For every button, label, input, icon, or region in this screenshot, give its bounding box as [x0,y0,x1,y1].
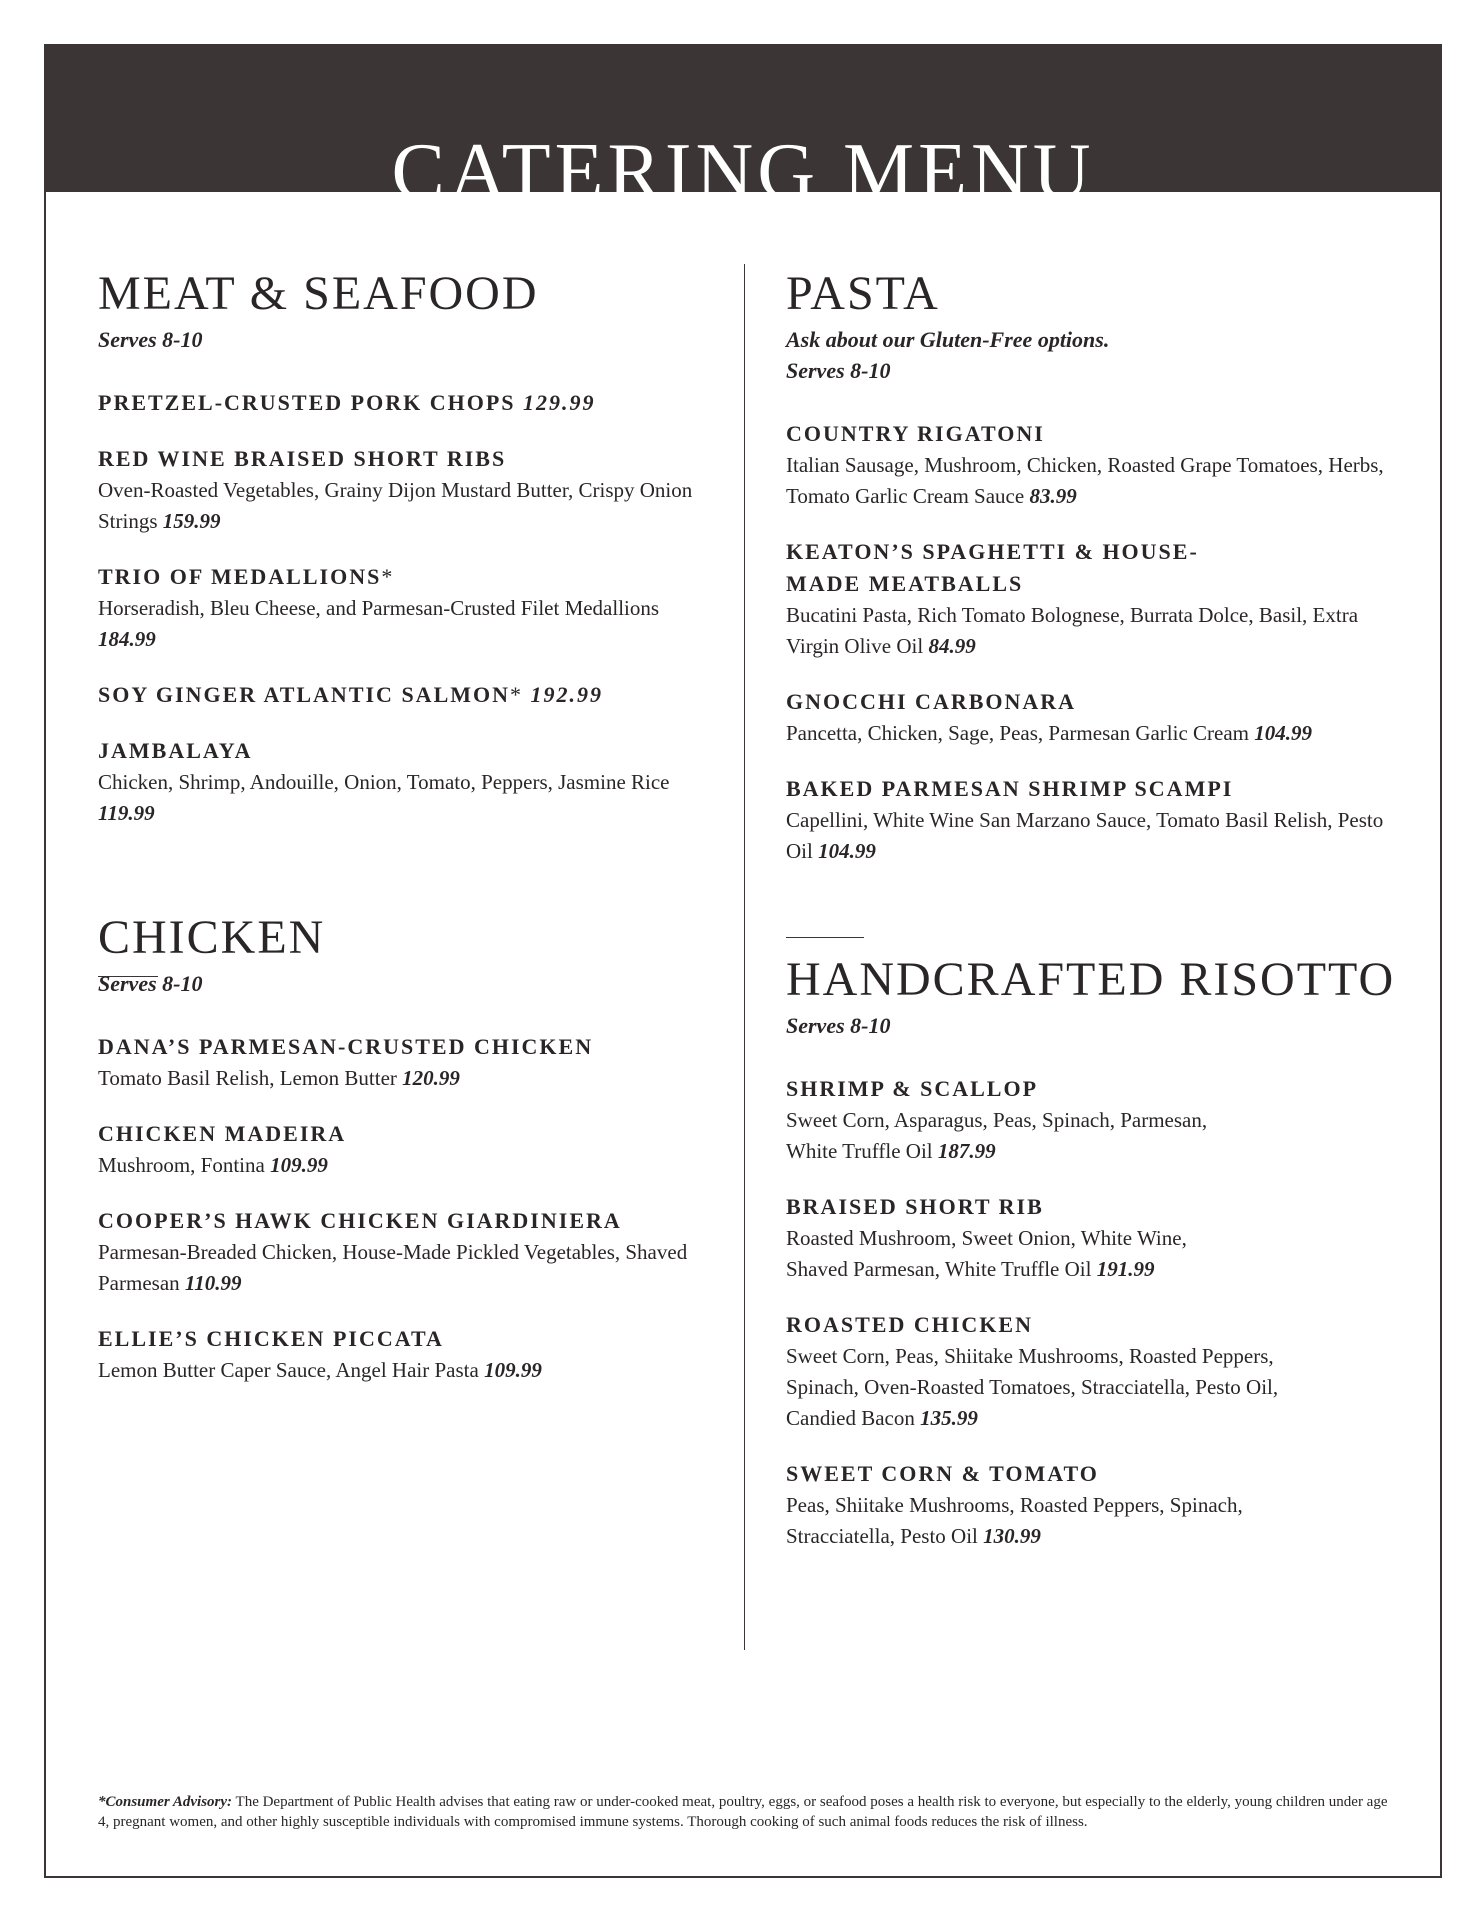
menu-item [98,735,718,829]
item-description: Sweet Corn, Peas, Shiitake Mushrooms, Roasted Peppers, Spinach, Oven-Roasted Tomatoes, Stracciatella, Pesto Oil, Candied Bacon [786,1344,1279,1430]
section-chicken [98,911,718,1386]
menu-item [786,536,1406,662]
item-price: 119.99 [98,801,155,825]
section-title: PASTA [786,267,940,320]
item-name: DANA’S PARMESAN-CRUSTED CHICKEN [98,1034,594,1059]
item-price: 191.99 [1096,1257,1155,1281]
page-title: CATERING MENU [391,127,1095,216]
item-price: 187.99 [937,1139,996,1163]
menu-item [98,443,718,537]
gluten-free-note: Ask about our Gluten-Free options. [786,327,1110,352]
item-name: BRAISED SHORT RIB [786,1194,1044,1219]
item-name: SWEET CORN & TOMATO [786,1461,1099,1486]
menu-item [98,679,718,711]
item-price: 109.99 [484,1358,542,1382]
item-description: Peas, Shiitake Mushrooms, Roasted Peppers, Spinach, Stracciatella, Pesto Oil [786,1493,1243,1548]
advisory-text: The Department of Public Health advises that eating raw or under-cooked meat, poultry, eggs, or seafood poses a health risk to everyone, but especially to the elderly, young children under age 4, pregnant women, and other highly susceptible individuals with compromised immune systems. Thorough cooking of such animal foods reduces the risk of illness. [98,1794,1388,1830]
menu-item [786,1458,1406,1552]
item-name: JAMBALAYA [98,738,253,763]
menu-item [98,561,718,655]
item-name: TRIO OF MEDALLIONS [98,564,382,589]
item-description: Parmesan-Breaded Chicken, House-Made Pickled Vegetables, Shaved Parmesan [98,1240,688,1295]
item-name: CHICKEN MADEIRA [98,1121,347,1146]
item-price: 104.99 [1254,721,1313,745]
header-banner [44,44,1442,216]
section-pasta [786,267,1406,867]
section-risotto [786,953,1406,1552]
serves-note: Serves 8-10 [786,1013,891,1038]
item-name: SOY GINGER ATLANTIC SALMON [98,682,511,707]
menu-item [786,1309,1406,1434]
item-price: 159.99 [162,509,221,533]
advisory-asterisk: * [510,682,524,707]
item-price: 129.99 [523,390,596,415]
item-name: ROASTED CHICKEN [786,1312,1033,1337]
item-description: Bucatini Pasta, Rich Tomato Bolognese, Burrata Dolce, Basil, Extra Virgin Olive Oil [786,603,1359,658]
menu-item [786,1073,1406,1167]
item-price: 84.99 [928,634,976,658]
section-rule [786,937,864,938]
menu-item [786,773,1406,867]
item-description: Oven-Roasted Vegetables, Grainy Dijon Mustard Butter, Crispy Onion Strings [98,478,693,533]
item-description: Italian Sausage, Mushroom, Chicken, Roasted Grape Tomatoes, Herbs, Tomato Garlic Cream Sauce [786,453,1384,508]
item-name: BAKED PARMESAN SHRIMP SCAMPI [786,776,1234,801]
menu-item [98,1205,718,1299]
item-price: 110.99 [184,1271,242,1295]
item-price: 135.99 [920,1406,978,1430]
menu-item [98,387,718,419]
consumer-advisory [98,1792,1398,1832]
section-title: MEAT & SEAFOOD [98,267,539,320]
item-description: Sweet Corn, Asparagus, Peas, Spinach, Parmesan, White Truffle Oil [786,1108,1208,1163]
item-description: Lemon Butter Caper Sauce, Angel Hair Pasta [98,1358,479,1382]
menu-item [786,686,1406,749]
menu-item [98,1323,718,1386]
section-meat-seafood [98,267,718,829]
item-price: 184.99 [98,627,156,651]
item-description: Roasted Mushroom, Sweet Onion, White Wine, Shaved Parmesan, White Truffle Oil [786,1226,1187,1281]
advisory-asterisk: * [381,564,395,589]
section-title: CHICKEN [98,911,326,964]
item-name: COUNTRY RIGATONI [786,421,1045,446]
item-name: COOPER’S HAWK CHICKEN GIARDINIERA [98,1208,622,1233]
item-description: Chicken, Shrimp, Andouille, Onion, Tomato, Peppers, Jasmine Rice [98,770,670,794]
serves-note: Serves 8-10 [98,971,203,996]
item-description: Capellini, White Wine San Marzano Sauce, Tomato Basil Relish, Pesto Oil [786,808,1384,863]
serves-note: Serves 8-10 [786,358,891,383]
menu-item [786,1191,1406,1285]
item-price: 120.99 [402,1066,460,1090]
menu-item [98,1031,718,1094]
item-name: KEATON’S SPAGHETTI & HOUSE-MADE MEATBALLS [786,539,1199,596]
column-divider [744,264,745,1650]
menu-item [786,418,1406,512]
serves-note: Serves 8-10 [98,327,203,352]
advisory-label: *Consumer Advisory: [98,1794,233,1810]
item-name: GNOCCHI CARBONARA [786,689,1077,714]
item-description: Mushroom, Fontina [98,1153,265,1177]
item-description: Horseradish, Bleu Cheese, and Parmesan-Crusted Filet Medallions [98,596,660,620]
item-price: 192.99 [530,682,604,707]
item-price: 104.99 [818,839,876,863]
item-price: 130.99 [983,1524,1041,1548]
item-price: 83.99 [1029,484,1077,508]
menu-item [98,1118,718,1181]
item-name: SHRIMP & SCALLOP [786,1076,1039,1101]
item-name: PRETZEL-CRUSTED PORK CHOPS [98,390,516,415]
item-name: ELLIE’S CHICKEN PICCATA [98,1326,444,1351]
item-name: RED WINE BRAISED SHORT RIBS [98,446,507,471]
item-description: Pancetta, Chicken, Sage, Peas, Parmesan Garlic Cream [786,721,1250,745]
section-title: HANDCRAFTED RISOTTO [786,953,1396,1006]
item-price: 109.99 [270,1153,328,1177]
item-description: Tomato Basil Relish, Lemon Butter [98,1066,397,1090]
